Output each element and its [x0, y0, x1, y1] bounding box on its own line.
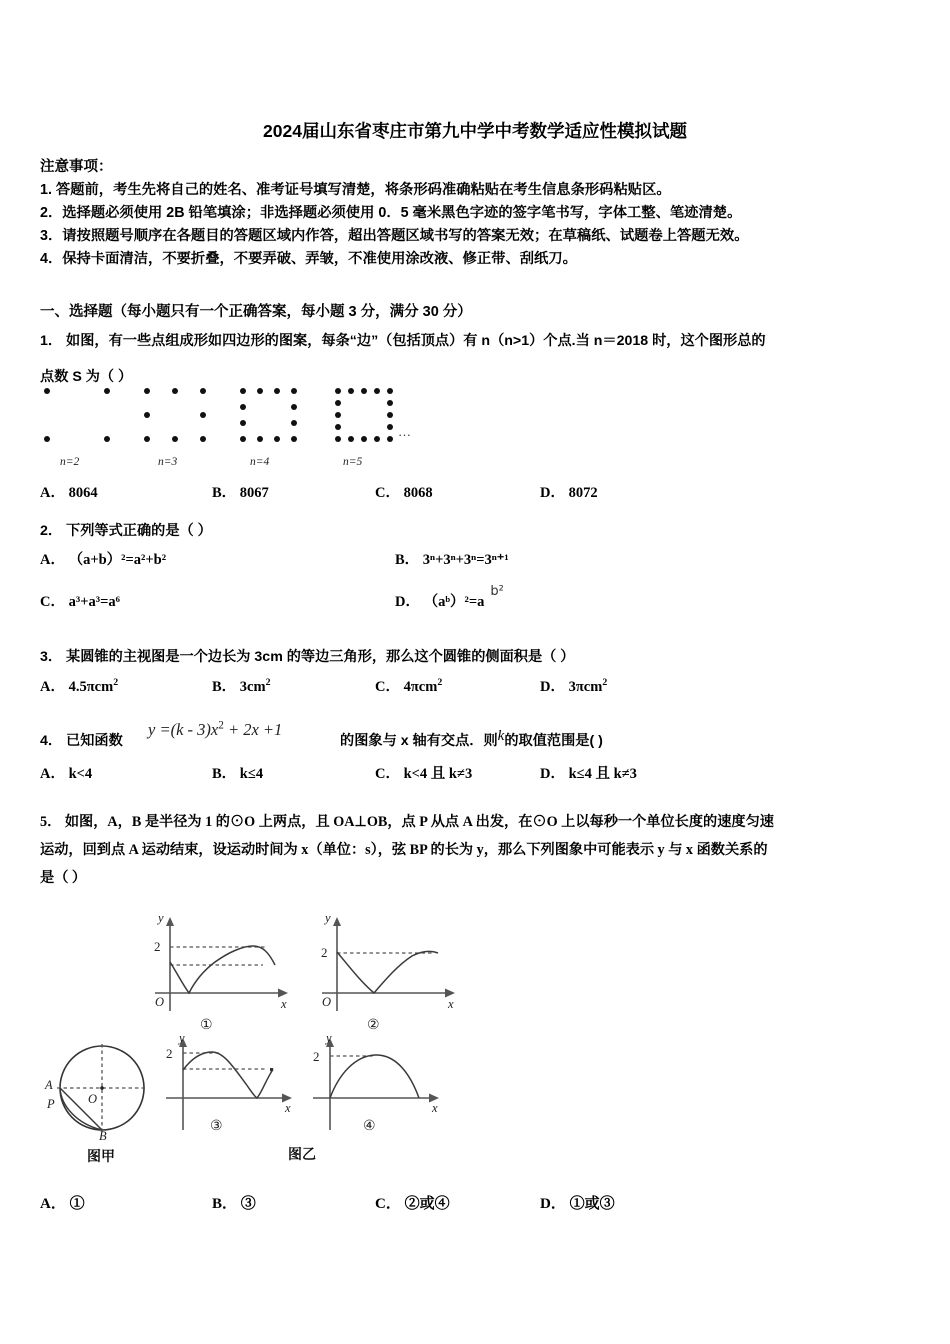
graph-1-y-tick-2: 2	[154, 939, 161, 954]
figure-dot	[291, 420, 297, 426]
option-a[interactable]: A． 4.5πcm$^2$	[40, 677, 119, 695]
question-5-body: 如图，A，B 是半径为 1 的⊙O 上两点，且 OA⊥OB，点 P 从点 A 出发，在⊙O 上以每秒一个单位长度的速度匀速	[64, 814, 774, 830]
option-a[interactable]: A． 8064	[40, 485, 98, 501]
option-d[interactable]: D． （aᵇ）²=ab²	[395, 584, 504, 610]
option-a[interactable]: A． k<4	[40, 766, 93, 782]
option-a[interactable]: A． （a+b）²=a²+b²	[40, 552, 167, 568]
graph-2-x-axis-label: x	[448, 997, 454, 1011]
question-1-body: 如图，有一些点组成形如四边形的图案，每条“边”（包括顶点）有 n（n>1）个点.当 n＝2018 时，这个图形总的	[66, 333, 766, 349]
option-c[interactable]: C． k<4 且 k≠3	[375, 766, 473, 782]
figure-dot	[387, 436, 393, 442]
figure-dot	[240, 404, 246, 410]
question-5-text-line2: 运动，回到点 A 运动结束，设运动时间为 x（单位：s），弦 BP 的长为 y，那么下列图象中可能表示 y 与 x 函数关系的	[40, 842, 768, 858]
question-3-text	[40, 644, 574, 670]
option-b[interactable]: B． k≤4	[212, 766, 264, 782]
dot-group-n5	[335, 388, 391, 444]
question-4-posttext: 的图象与 x 轴有交点．则k的取值范围是( )	[340, 728, 603, 749]
graph-2-origin-label: O	[322, 995, 332, 1009]
graph-1-id: ①	[200, 1018, 213, 1033]
notice-item: 3．请按照题号顺序在各题目的答题区域内作答，超出答题区域书写的答案无效；在草稿纸、试题卷上答题无效。	[40, 228, 749, 244]
figure-dot	[144, 412, 150, 418]
dot-group-n4	[240, 388, 296, 444]
figure-dot	[144, 388, 150, 394]
notice-item: 4．保持卡面清洁，不要折叠，不要弄破、弄皱，不准使用涂改液、修正带、刮纸刀。	[40, 251, 577, 267]
question-1-text-line1	[40, 328, 920, 354]
question-5-number: 5．	[40, 814, 62, 830]
figure-dot	[291, 436, 297, 442]
question-4-formula	[148, 719, 282, 740]
figure-dot	[200, 412, 206, 418]
dot-group-n3	[144, 388, 208, 444]
question-3-body: 某圆锥的主视图是一个边长为 3cm 的等边三角形，那么这个圆锥的侧面积是（ ）	[66, 649, 575, 665]
question-2	[40, 518, 212, 544]
figure-dot	[104, 388, 110, 394]
figure-dot	[172, 388, 178, 394]
question-5-figure	[40, 911, 520, 1180]
question-5	[40, 808, 930, 892]
figure-dot	[44, 388, 50, 394]
notice-heading: 注意事项：	[40, 159, 113, 175]
option-a[interactable]: A． ①	[40, 1196, 85, 1212]
figure-dot	[257, 388, 263, 394]
option-c[interactable]: C． ②或④	[375, 1196, 450, 1212]
option-d[interactable]: D． k≤4 且 k≠3	[540, 766, 637, 782]
figure-dot	[104, 436, 110, 442]
notice-item: 2．选择题必须使用 2B 铅笔填涂；非选择题必须使用 0．5 毫米黑色字迹的签字笔书写，字体工整、笔迹清楚。	[40, 205, 742, 221]
figure-dot	[172, 436, 178, 442]
figure-dot	[257, 436, 263, 442]
figure-dot	[387, 400, 393, 406]
graph-4-id: ④	[363, 1119, 376, 1134]
figure-dot	[374, 436, 380, 442]
circle-label-a: A	[45, 1078, 53, 1092]
figure-dot	[240, 388, 246, 394]
option-b[interactable]: B． $3cm^2$	[212, 677, 271, 695]
graph-2-y-axis-label: y	[325, 911, 331, 925]
figure-dot	[361, 388, 367, 394]
question-1	[40, 328, 920, 390]
figure-dot	[374, 388, 380, 394]
dot-group-n2	[44, 388, 112, 444]
question-1-number: 1．	[40, 333, 63, 349]
question-4-prefix	[40, 730, 123, 750]
option-c[interactable]: C． a³+a³=a⁶	[40, 594, 120, 610]
page-title: 2024届山东省枣庄市第九中学中考数学适应性模拟试题	[263, 121, 687, 141]
figure-dot	[291, 388, 297, 394]
figure-dot	[335, 424, 341, 430]
graph-3-x-axis-label: x	[285, 1101, 291, 1115]
option-c[interactable]: C． 8068	[375, 485, 433, 501]
figure-dot	[387, 388, 393, 394]
notice-block	[40, 155, 920, 271]
figure-dot	[274, 388, 280, 394]
circle-diagram	[45, 1040, 165, 1164]
figure-dot	[144, 436, 150, 442]
graph-4-y-tick-2: 2	[313, 1049, 320, 1064]
graph-4-x-axis-label: x	[432, 1101, 438, 1115]
circle-label-p: P	[47, 1097, 55, 1111]
circle-label-o: O	[88, 1092, 98, 1106]
question-1-figure	[40, 386, 460, 466]
figure-dot	[387, 412, 393, 418]
figure-dot	[361, 436, 367, 442]
circle-diagram-caption: 图甲	[87, 1148, 115, 1164]
dot-group-label-n2: n=2	[60, 456, 80, 468]
graph-1-x-axis-label: x	[281, 997, 287, 1011]
question-2-number: 2．	[40, 523, 63, 539]
option-b[interactable]: B． 8067	[212, 485, 269, 501]
dot-group-label-n5: n=5	[343, 456, 363, 468]
formula-text: $y =(k - 3)x^2 + 2x +1$	[148, 719, 283, 739]
option-d[interactable]: D． 8072	[540, 485, 598, 501]
graph-2-id: ②	[367, 1018, 380, 1033]
graph-3-id: ③	[210, 1119, 223, 1134]
figure-dot	[240, 436, 246, 442]
figure-dot	[274, 436, 280, 442]
figure-dot	[200, 388, 206, 394]
question-1-text-line2: 点数 S 为（ ）	[40, 369, 133, 385]
option-d[interactable]: D． ①或③	[540, 1196, 615, 1212]
question-2-body: 下列等式正确的是（ ）	[66, 523, 212, 539]
question-2-text	[40, 518, 212, 544]
figure-dot	[335, 400, 341, 406]
figure-dot	[240, 420, 246, 426]
graphs-caption: 图乙	[288, 1146, 316, 1162]
figure-dot	[348, 388, 354, 394]
question-5-text-line1	[40, 808, 930, 836]
figure-dot	[335, 412, 341, 418]
notice-item: 1. 答题前，考生先将自己的姓名、准考证号填写清楚，将条形码准确粘贴在考生信息条形码粘贴区。	[40, 182, 671, 198]
graph-1-origin-label: O	[155, 995, 165, 1009]
figure-dot	[335, 436, 341, 442]
graph-2-y-tick-2: 2	[321, 945, 328, 960]
graph-3	[158, 1031, 316, 1162]
dot-group-label-n4: n=4	[250, 456, 270, 468]
option-c[interactable]: C． 4πcm$^2$	[375, 677, 443, 695]
graph-4	[305, 1031, 455, 1158]
option-b[interactable]: B． ③	[212, 1196, 256, 1212]
figure-dot	[200, 436, 206, 442]
question-4	[40, 716, 920, 756]
question-5-text-line3: 是（ ）	[40, 870, 87, 886]
question-3-number: 3．	[40, 649, 63, 665]
circle-label-b: B	[99, 1129, 107, 1143]
figure-dot	[348, 436, 354, 442]
figure-dot	[335, 388, 341, 394]
section-heading: 一、选择题（每小题只有一个正确答案，每小题 3 分，满分 30 分）	[40, 304, 472, 320]
graph-3-y-axis-label: y	[179, 1031, 185, 1045]
figure-dot	[387, 424, 393, 430]
option-d-floating-superscript: b²	[490, 584, 504, 599]
question-4-variable-k: k	[497, 728, 505, 744]
dot-group-label-n3: n=3	[158, 456, 178, 468]
figure-trailing-ellipsis: …	[398, 424, 413, 439]
graph-4-y-axis-label: y	[326, 1031, 332, 1045]
graph-1-y-axis-label: y	[158, 911, 164, 925]
figure-dot	[291, 404, 297, 410]
question-3	[40, 644, 574, 670]
option-b[interactable]: B． 3ⁿ+3ⁿ+3ⁿ=3ⁿ⁺¹	[395, 552, 509, 568]
graph-3-y-tick-2: 2	[166, 1046, 173, 1061]
question-4-pretext: 已知函数	[66, 733, 123, 749]
graph-1	[145, 911, 295, 1035]
graph-2	[312, 911, 462, 1035]
question-4-number: 4．	[40, 733, 63, 749]
figure-dot	[44, 436, 50, 442]
option-d[interactable]: D． 3πcm$^2$	[540, 677, 608, 695]
